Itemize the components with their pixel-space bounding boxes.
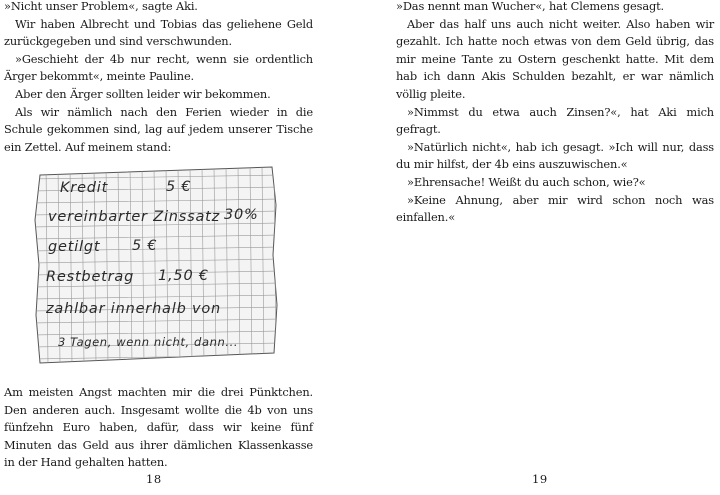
left-text-top xyxy=(4,0,313,156)
handwritten-note-illustration xyxy=(34,165,280,365)
paragraph: »Geschieht der 4b nur recht, wenn sie ordentlich Ärger bekommt«, meinte Pauline. xyxy=(4,51,313,84)
note-line-kredit-label: Kredit xyxy=(60,180,109,196)
paragraph: »Nicht unser Problem«, sagte Aki. xyxy=(4,0,198,13)
note-line-restbetrag-label: Restbetrag xyxy=(46,269,135,285)
note-line-zahlbar: zahlbar innerhalb von xyxy=(46,301,222,317)
paragraph: Am meisten Angst machten mir die drei Pünktchen. Den anderen auch. Insgesamt wollte die 4b von uns fünfzehn Euro haben, dafür, dass wir keine fünf Minuten das Geld aus ihrer dämlichen Klassenkasse in der Hand gehalten hatten. xyxy=(4,385,313,470)
page-number-right: 19 xyxy=(532,472,548,486)
note-line-restbetrag-value: 1,50 € xyxy=(158,268,209,284)
page-number-left: 18 xyxy=(146,472,162,486)
note-line-getilgt-value: 5 € xyxy=(132,238,158,254)
right-page xyxy=(360,0,720,495)
right-text xyxy=(396,0,714,227)
paragraph: »Keine Ahnung, aber mir wird schon noch was einfallen.« xyxy=(396,192,714,225)
note-line-zinssatz-value: 30% xyxy=(224,207,259,223)
paragraph: »Das nennt man Wucher«, hat Clemens gesagt. xyxy=(396,0,665,13)
paragraph: Aber den Ärger sollten leider wir bekommen. xyxy=(15,86,271,101)
note-line-tagen: 3 Tagen, wenn nicht, dann... xyxy=(58,335,239,349)
paragraph: »Natürlich nicht«, hab ich gesagt. »Ich will nur, dass du mir hilfst, der 4b eins auszuwischen.« xyxy=(396,139,714,172)
paragraph: »Nimmst du etwa auch Zinsen?«, hat Aki mich gefragt. xyxy=(396,104,714,137)
paragraph: Aber das half uns auch nicht weiter. Also haben wir gezahlt. Ich hatte noch etwas von dem Geld übrig, das mir meine Tante zu Ostern geschenkt hatte. Mit dem hab ich dann Akis Schulden bezahlt, er war nämlich völlig pleite. xyxy=(396,16,714,101)
paragraph: Wir haben Albrecht und Tobias das geliehene Geld zurückgegeben und sind verschwunden. xyxy=(4,16,313,49)
note-line-zinssatz-label: vereinbarter Zinssatz xyxy=(48,209,221,225)
left-text-bottom xyxy=(4,384,313,472)
note-line-getilgt-label: getilgt xyxy=(48,239,101,255)
paragraph: »Ehrensache! Weißt du auch schon, wie?« xyxy=(407,174,646,189)
paragraph: Als wir nämlich nach den Ferien wieder in die Schule gekommen sind, lag auf jedem unserer Tische ein Zettel. Auf meinem stand: xyxy=(4,104,313,154)
note-line-kredit-value: 5 € xyxy=(166,179,192,195)
